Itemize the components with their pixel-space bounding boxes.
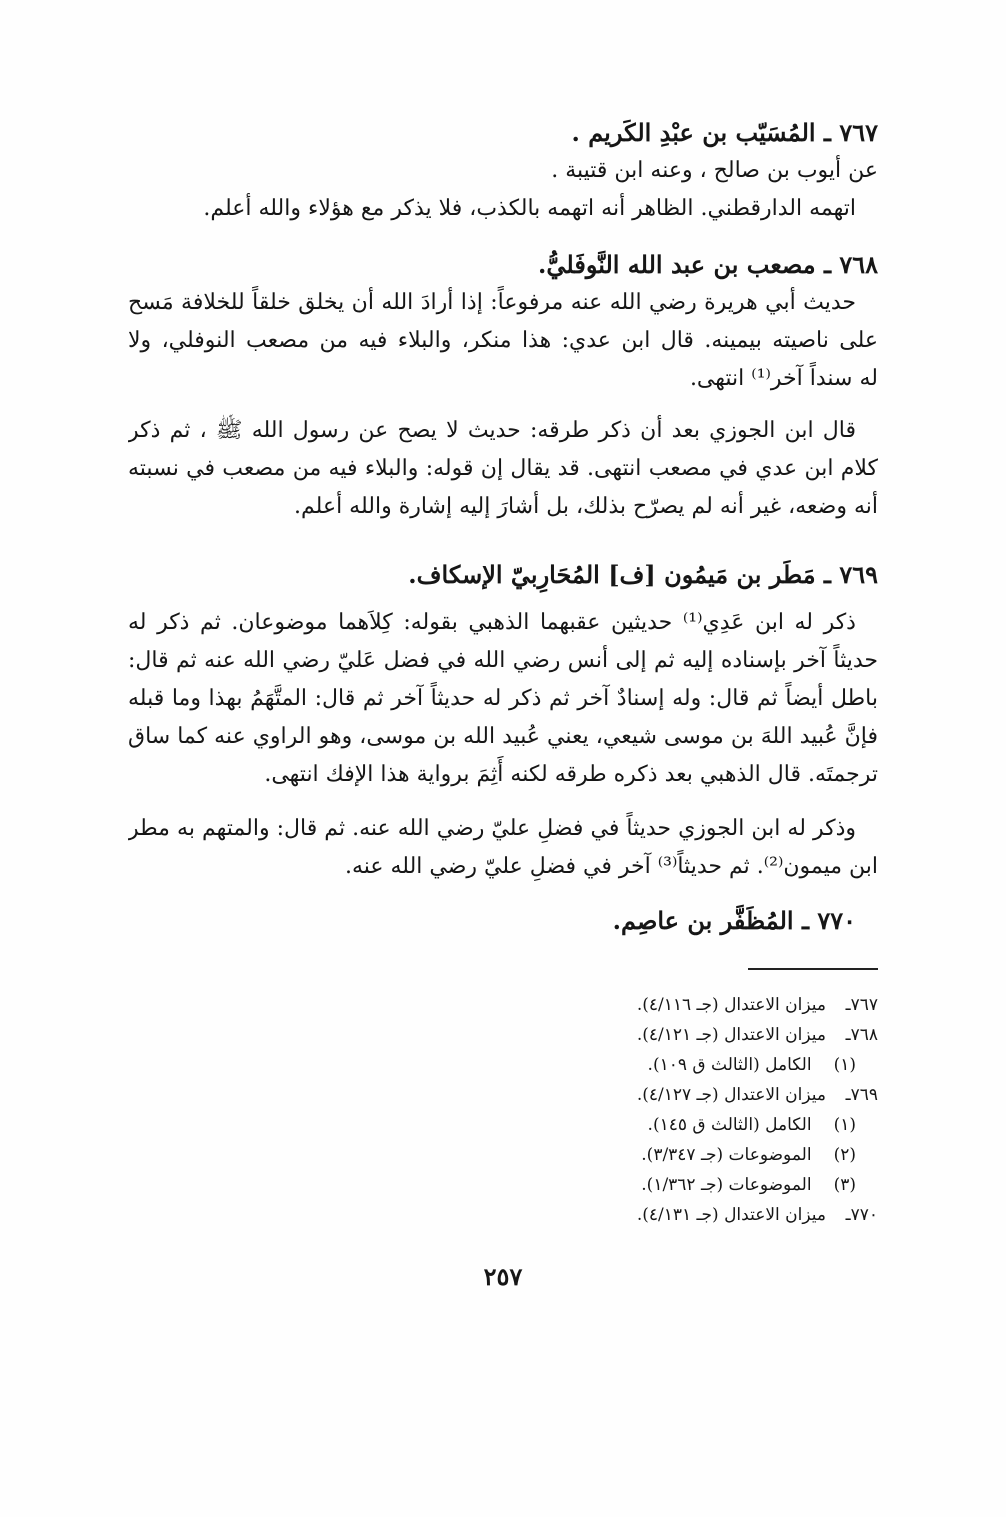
entry-heading: ٧٦٩ ـ مَطَر بن مَيمُون [ف] المُحَارِبيّ الإسكاف. xyxy=(408,560,878,589)
body-line: ذكر له ابن عَدِي⁽¹⁾ حديثين عقبهما الذهبي بقوله: كِلاَهما موضوعان. ثم ذكر له xyxy=(128,610,856,635)
footnote-text: ميزان الاعتدال (جـ ٤/١٢٧). xyxy=(636,1085,826,1105)
body-line: أنه وضعه، غير أنه لم يصرّح بذلك، بل أشارَ إليه إشارة والله أعلم. xyxy=(294,494,878,519)
entry-heading: ٧٦٧ ـ المُسَيّب بن عبْدِ الكَريم . xyxy=(571,118,878,147)
footnote-text: الكامل (الثالث ق ١٠٩). xyxy=(647,1055,812,1075)
body-line: على ناصيته بيمينه. قال ابن عدي: هذا منكر، والبلاء فيه من مصعب النوفلي، ولا xyxy=(128,328,878,353)
footnote xyxy=(400,1110,878,1140)
body-line: قال ابن الجوزي بعد أن ذكر طرقه: حديث لا يصح عن رسول الله ﷺ ، ثم ذكر xyxy=(128,418,856,443)
footnote xyxy=(400,1170,878,1200)
footnote-text: ميزان الاعتدال (جـ ٤/١٢١). xyxy=(636,1025,826,1045)
paragraph-ibn-aljawzi xyxy=(128,412,878,526)
footnote-number: ٧٧٠ـ xyxy=(845,1205,878,1225)
footnote-number: (٢) xyxy=(833,1145,856,1165)
body-line: ترجمتَه. قال الذهبي بعد ذكره طرقه لكنه أَثِمَ برواية هذا الإفك انتهى. xyxy=(264,762,878,787)
footnote xyxy=(400,1020,878,1050)
body-line: وذكر له ابن الجوزي حديثاً في فضلِ عليّ رضي الله عنه. ثم قال: والمتهم به مطر xyxy=(128,816,856,841)
entry-767 xyxy=(128,114,878,228)
page-number: ٢٥٧ xyxy=(483,1262,523,1291)
footnote-number: (٣) xyxy=(833,1175,856,1195)
body-line: عن أيوب بن صالح ، وعنه ابن قتيبة . xyxy=(551,158,878,183)
body-line: فإنَّ عُبيد اللهَ بن موسى شيعي، يعني عُبيد الله بن موسى، وهو الراوي عنه كما ساق xyxy=(128,724,878,749)
footnote xyxy=(400,1050,878,1080)
footnote-number: ٧٦٩ـ xyxy=(845,1085,878,1105)
paragraph-mention xyxy=(128,810,878,886)
body-line: باطل أيضاً ثم قال: وله إسنادٌ آخر ثم ذكر له حديثاً آخر ثم قال: المتَّهَمُ بهذا وما قبله xyxy=(128,686,878,711)
footnote-number: ٧٦٧ـ xyxy=(845,995,878,1015)
paragraph-ibn-adi xyxy=(128,604,878,794)
footnote xyxy=(400,1140,878,1170)
body-line: حديثاً آخر بإسناده إليه ثم إلى أنس رضي الله في فضل عَليّ رضي الله عنه ثم قال: xyxy=(128,648,878,673)
footnote-text: ميزان الاعتدال (جـ ٤/١٣١). xyxy=(636,1205,826,1225)
entry-heading: ٧٦٨ ـ مصعب بن عبد الله النَّوفَليُّ. xyxy=(538,250,878,279)
entry-769 xyxy=(128,556,878,594)
body-line: ابن ميمون⁽²⁾. ثم حديثاً⁽³⁾ آخر في فضلِ عليّ رضي الله عنه. xyxy=(344,854,878,879)
footnote xyxy=(400,1080,878,1110)
body-line: كلام ابن عدي في مصعب انتهى. قد يقال إن قوله: والبلاء فيه من مصعب في نسبته xyxy=(128,456,878,481)
footnote-text: الكامل (الثالث ق ١٤٥). xyxy=(647,1115,812,1135)
footnote-number: ٧٦٨ـ xyxy=(845,1025,878,1045)
entry-768 xyxy=(128,246,878,398)
body-line: اتهمه الدارقطني. الظاهر أنه اتهمه بالكذب، فلا يذكر مع هؤلاء والله أعلم. xyxy=(203,196,856,221)
footnotes xyxy=(400,990,878,1230)
entry-heading: ٧٧٠ ـ المُظَفَّر بن عاصِم. xyxy=(612,906,856,935)
body-line: حديث أبي هريرة رضي الله عنه مرفوعاً: إذا أرادَ الله أن يخلق خلقاً للخلافة مَسح xyxy=(128,290,856,315)
footnote-separator xyxy=(748,968,878,970)
footnote-text: الموضوعات (جـ ٣/٣٤٧). xyxy=(641,1145,812,1165)
entry-770 xyxy=(128,902,878,940)
footnote-number: (١) xyxy=(833,1055,856,1075)
body-line: له سنداً آخر⁽¹⁾ انتهى. xyxy=(689,366,878,391)
footnote-text: ميزان الاعتدال (جـ ٤/١١٦). xyxy=(636,995,826,1015)
footnote-number: (١) xyxy=(833,1115,856,1135)
footnote xyxy=(400,1200,878,1230)
footnote-text: الموضوعات (جـ ١/٣٦٢). xyxy=(641,1175,812,1195)
footnote xyxy=(400,990,878,1020)
